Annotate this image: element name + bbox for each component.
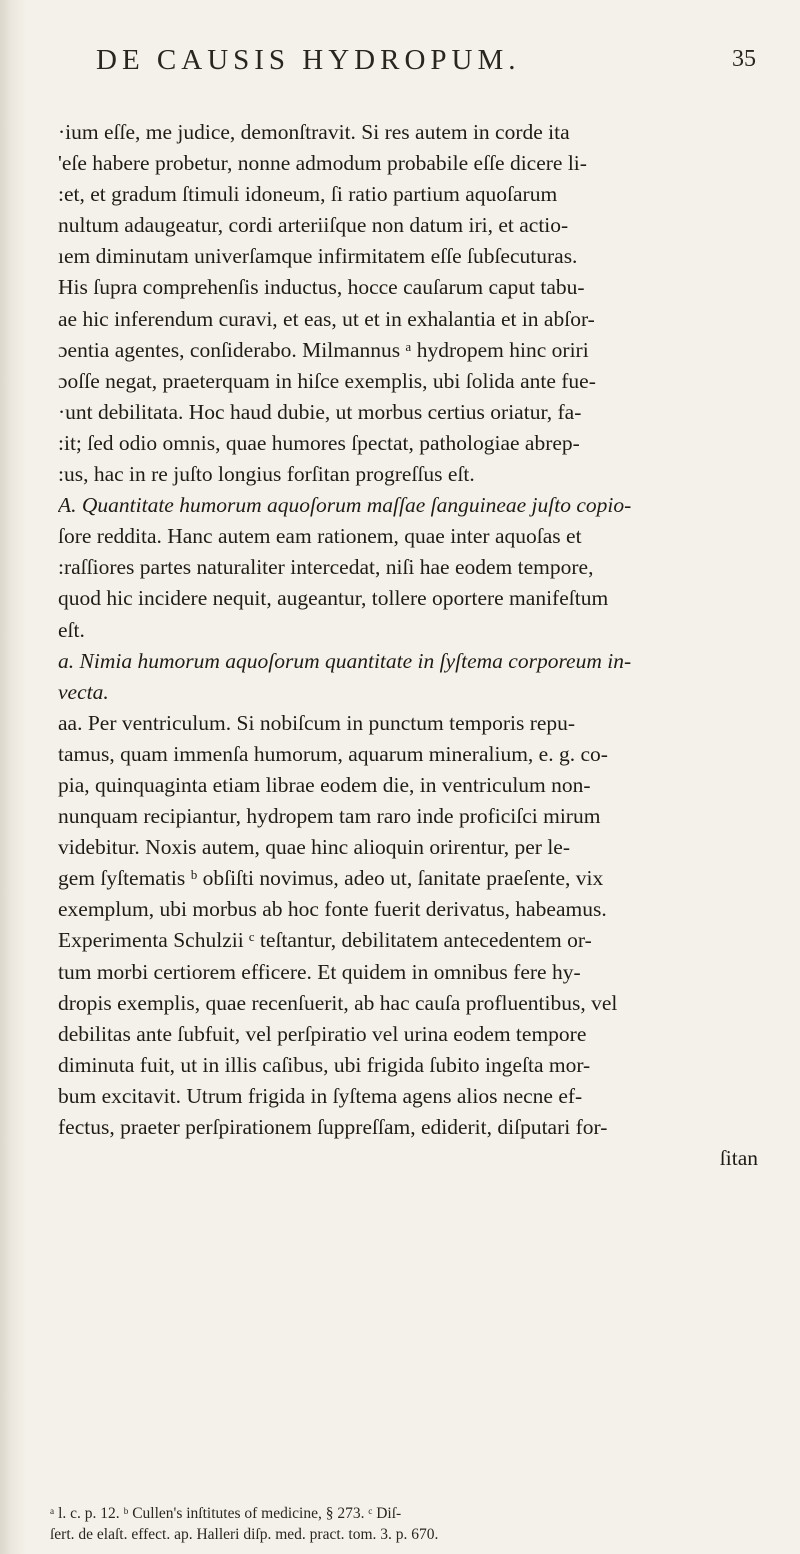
text-line: 'eſe habere probetur, nonne admodum probabile eſſe dicere li- bbox=[58, 151, 587, 176]
text-line: exemplum, ubi morbus ab hoc fonte fuerit derivatus, habeamus. bbox=[58, 897, 607, 922]
text-line: :raſſiores partes naturaliter intercedat, niſi hae eodem tempore, bbox=[58, 555, 594, 580]
page-gutter-shadow bbox=[0, 0, 26, 1554]
running-title: DE CAUSIS HYDROPUM. bbox=[96, 44, 521, 76]
text-line: ·ium eſſe, me judice, demonſtravit. Si res autem in corde ita bbox=[58, 120, 570, 144]
text-line: tamus, quam immenſa humorum, aquarum mineralium, e. g. co- bbox=[58, 741, 608, 766]
text-line: ſore reddita. Hanc autem eam rationem, quae inter aquoſas et bbox=[58, 524, 582, 549]
text-line: fectus, praeter perſpirationem ſuppreſſam, ediderit, diſputari for- bbox=[58, 1115, 608, 1139]
running-head bbox=[96, 44, 756, 88]
text-line: ·unt debilitata. Hoc haud dubie, ut morbus certius oriatur, fa- bbox=[58, 399, 582, 424]
text-line: bum excitavit. Utrum frigida in ſyſtema agens alios necne ef- bbox=[58, 1083, 583, 1108]
text-line: gem ſyſtematis ᵇ obſiſti novimus, adeo ut, ſanitate praeſente, vix bbox=[58, 866, 604, 891]
text-line: ıem diminutam univerſamque infirmitatem eſſe ſubſecuturas. bbox=[58, 244, 578, 269]
text-line: tum morbi certiorem efficere. Et quidem in omnibus fere hy- bbox=[58, 959, 581, 984]
text-line: debilitas ante ſubfuit, vel perſpiratio vel urina eodem tempore bbox=[58, 1021, 587, 1046]
text-line: ɔoſſe negat, praeterquam in hiſce exemplis, ubi ſolida ante fue- bbox=[58, 368, 596, 393]
text-line: dropis exemplis, quae recenſuerit, ab hac cauſa profluentibus, vel bbox=[58, 990, 618, 1015]
text-line: videbitur. Noxis autem, quae hinc alioquin orirentur, per le- bbox=[58, 835, 571, 860]
footnote-line: ᵃ l. c. p. 12. ᵇ Cullen's inſtitutes of medicine, § 273. ᶜ Diſ- bbox=[50, 1505, 402, 1522]
text-line: His ſupra comprehenſis inductus, hocce cauſarum caput tabu- bbox=[58, 275, 585, 300]
text-line: ſitan bbox=[719, 1146, 758, 1171]
text-line: nultum adaugeatur, cordi arteriiſque non datum iri, et actio- bbox=[58, 213, 569, 238]
text-line: ae hic inferendum curavi, et eas, ut et in exhalantia et in abſor- bbox=[58, 306, 595, 331]
text-line: pia, quinquaginta etiam librae eodem die, in ventriculum non- bbox=[58, 772, 591, 797]
text-line: vecta. bbox=[58, 679, 109, 704]
text-line: nunquam recipiantur, hydropem tam raro inde proficiſci mirum bbox=[58, 804, 601, 829]
text-line: aa. Per ventriculum. Si nobiſcum in punctum temporis repu- bbox=[58, 710, 576, 735]
text-line: :it; ſed odio omnis, quae humores ſpectat, pathologiae abrep- bbox=[58, 430, 580, 455]
text-line: :us, hac in re juſto longius forſitan progreſſus eſt. bbox=[58, 462, 475, 487]
text-line: diminuta fuit, ut in illis caſibus, ubi frigida ſubito ingeſta mor- bbox=[58, 1052, 591, 1077]
text-line: quod hic incidere nequit, augeantur, tollere oportere manifeſtum bbox=[58, 586, 609, 611]
body-text bbox=[58, 117, 770, 1174]
footnotes bbox=[50, 1503, 770, 1545]
footnote-line: ſert. de elaſt. effect. ap. Halleri diſp. med. pract. tom. 3. p. 670. bbox=[50, 1526, 439, 1543]
text-line: :et, et gradum ſtimuli idoneum, ſi ratio partium aquoſarum bbox=[58, 182, 558, 207]
text-line: A. Quantitate humorum aquoſorum maſſae ſanguineae juſto copio- bbox=[58, 493, 632, 518]
text-line: ɔentia agentes, conſiderabo. Milmannus ᵃ hydropem hinc oriri bbox=[58, 337, 589, 362]
text-line: a. Nimia humorum aquoſorum quantitate in ſyſtema corporeum in- bbox=[58, 648, 632, 673]
text-line: eſt. bbox=[58, 617, 85, 642]
text-line: Experimenta Schulzii ᶜ teſtantur, debilitatem antecedentem or- bbox=[58, 928, 592, 953]
page-number: 35 bbox=[732, 46, 756, 72]
